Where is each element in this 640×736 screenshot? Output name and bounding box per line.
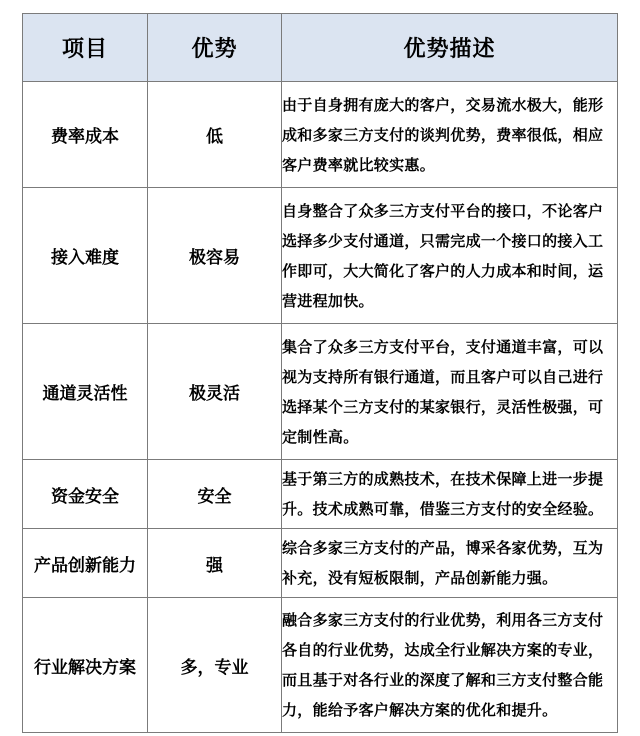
row-description-cost: 由于自身拥有庞大的客户，交易流水极大，能形成和多家三方支付的谈判优势，费率很低，相应客户费率就比较实惠。 bbox=[282, 82, 618, 188]
table-row bbox=[23, 529, 618, 598]
row-advantage-security: 安全 bbox=[148, 460, 282, 529]
row-advantage-cost: 低 bbox=[148, 82, 282, 188]
header-advantage: 优势 bbox=[148, 14, 282, 82]
row-item-solutions: 行业解决方案 bbox=[23, 598, 148, 733]
table-row bbox=[23, 324, 618, 460]
row-description-integration: 自身整合了众多三方支付平台的接口，不论客户选择多少支付通道，只需完成一个接口的接入工作即可，大大简化了客户的人力成本和时间，运营进程加快。 bbox=[282, 188, 618, 324]
header-description: 优势描述 bbox=[282, 14, 618, 82]
row-advantage-solutions: 多，专业 bbox=[148, 598, 282, 733]
row-description-flexibility: 集合了众多三方支付平台，支付通道丰富，可以视为支持所有银行通道，而且客户可以自己进行选择某个三方支付的某家银行，灵活性极强，可定制性高。 bbox=[282, 324, 618, 460]
row-description-solutions: 融合多家三方支付的行业优势，利用各三方支付各自的行业优势，达成全行业解决方案的专业，而且基于对各行业的深度了解和三方支付整合能力，能给予客户解决方案的优化和提升。 bbox=[282, 598, 618, 733]
row-item-flexibility: 通道灵活性 bbox=[23, 324, 148, 460]
row-item-cost: 费率成本 bbox=[23, 82, 148, 188]
header-row bbox=[23, 14, 618, 82]
row-item-security: 资金安全 bbox=[23, 460, 148, 529]
table-header bbox=[23, 14, 618, 82]
row-advantage-innovation: 强 bbox=[148, 529, 282, 598]
table-body bbox=[23, 82, 618, 733]
advantage-table bbox=[22, 13, 618, 733]
table-row bbox=[23, 82, 618, 188]
row-advantage-flexibility: 极灵活 bbox=[148, 324, 282, 460]
row-description-innovation: 综合多家三方支付的产品，博采各家优势，互为补充，没有短板限制，产品创新能力强。 bbox=[282, 529, 618, 598]
table-row bbox=[23, 188, 618, 324]
row-description-security: 基于第三方的成熟技术，在技术保障上进一步提升。技术成熟可靠，借鉴三方支付的安全经验。 bbox=[282, 460, 618, 529]
row-item-innovation: 产品创新能力 bbox=[23, 529, 148, 598]
table-row bbox=[23, 598, 618, 733]
row-advantage-integration: 极容易 bbox=[148, 188, 282, 324]
row-item-integration: 接入难度 bbox=[23, 188, 148, 324]
header-item: 项目 bbox=[23, 14, 148, 82]
table-row bbox=[23, 460, 618, 529]
